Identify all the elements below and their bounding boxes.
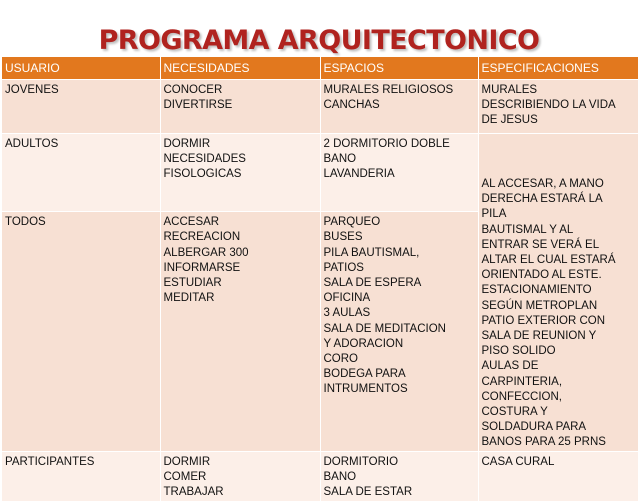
table-row — [2, 451, 638, 501]
cell-necesidades: ACCESAR RECREACION ALBERGAR 300 INFORMARSE ESTUDIAR MEDITAR — [160, 212, 320, 452]
cell-espacios: MURALES RELIGIOSOS CANCHAS — [320, 80, 478, 134]
header-necesidades: NECESIDADES — [160, 57, 320, 80]
header-especificaciones: ESPECIFICACIONES — [478, 57, 638, 80]
cell-espacios: PARQUEO BUSES PILA BAUTISMAL, PATIOS SALA DE ESPERA OFICINA 3 AULAS SALA DE MEDITACION Y ADORACION CORO BODEGA PARA INTRUMENTOS — [320, 212, 478, 452]
cell-usuario: JOVENES — [2, 80, 160, 134]
page-title: PROGRAMA ARQUITECTONICO — [98, 25, 540, 56]
cell-usuario: TODOS — [2, 212, 160, 452]
header-usuario: USUARIO — [2, 57, 160, 80]
cell-necesidades: DORMIR COMER TRABAJAR — [160, 451, 320, 501]
cell-usuario: PARTICIPANTES — [2, 451, 160, 501]
cell-necesidades: DORMIR NECESIDADES FISOLOGICAS — [160, 134, 320, 212]
table-row — [2, 134, 638, 212]
program-table — [2, 57, 638, 501]
header-espacios: ESPACIOS — [320, 57, 478, 80]
cell-usuario: ADULTOS — [2, 134, 160, 212]
table-header-row — [2, 57, 638, 80]
cell-espacios: 2 DORMITORIO DOBLE BANO LAVANDERIA — [320, 134, 478, 212]
cell-especificaciones: CASA CURAL — [478, 451, 638, 501]
table-row — [2, 80, 638, 134]
cell-necesidades: CONOCER DIVERTIRSE — [160, 80, 320, 134]
cell-espacios: DORMITORIO BANO SALA DE ESTAR — [320, 451, 478, 501]
cell-especificaciones: MURALES DESCRIBIENDO LA VIDA DE JESUS — [478, 80, 638, 134]
cell-especificaciones-merged: AL ACCESAR, A MANO DERECHA ESTARÁ LA PILA BAUTISMAL Y AL ENTRAR SE VERÁ EL ALTAR EL CUAL ESTARÁ ORIENTADO AL ESTE. ESTACIONAMIENTO SEGÚN METROPLAN PATIO EXTERIOR CON SALA DE REUNION Y PISO SOLIDO AULAS DE CARPINTERIA, CONFECCION, COSTURA Y SOLDADURA PARA BANOS PARA 25 PRNS — [478, 134, 638, 452]
